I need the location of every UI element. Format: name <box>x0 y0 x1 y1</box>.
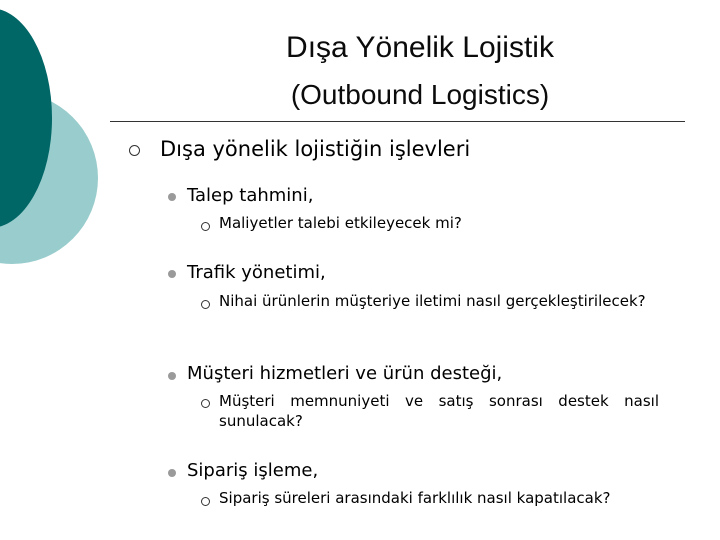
slide-title <box>150 30 690 112</box>
item-4-sub: Sipariş süreleri arasındaki farklılık nasıl kapatılacak? <box>219 489 611 507</box>
bullet-ring-small-icon <box>201 222 210 231</box>
bullet-dot-icon <box>168 469 176 477</box>
bullet-dot-icon <box>168 372 176 380</box>
main-heading: Dışa yönelik lojistiğin işlevleri <box>160 137 471 161</box>
title-divider <box>110 121 685 122</box>
item-3-label: Müşteri hizmetleri ve ürün desteği, <box>187 363 503 384</box>
item-1-sub: Maliyetler talebi etkileyecek mi? <box>219 214 462 232</box>
item-1-label: Talep tahmini, <box>187 185 314 206</box>
bullet-ring-small-icon <box>201 399 210 408</box>
bullet-ring-small-icon <box>201 300 210 309</box>
title-line-2: (Outbound Logistics) <box>290 79 550 110</box>
item-4-label: Sipariş işleme, <box>187 460 319 481</box>
decorative-circles <box>0 0 120 300</box>
bullet-dot-icon <box>168 193 176 201</box>
title-line-1: Dışa Yönelik Lojistik <box>286 31 554 64</box>
item-3-sub: Müşteri memnuniyeti ve satış sonrası destek nasıl sunulacak? <box>219 392 659 430</box>
bullet-ring-small-icon <box>201 497 210 506</box>
bullet-dot-icon <box>168 270 176 278</box>
bullet-ring-icon <box>129 145 140 156</box>
item-2-sub: Nihai ürünlerin müşteriye iletimi nasıl gerçekleştirilecek? <box>219 292 646 310</box>
item-2-label: Trafik yönetimi, <box>187 262 326 283</box>
